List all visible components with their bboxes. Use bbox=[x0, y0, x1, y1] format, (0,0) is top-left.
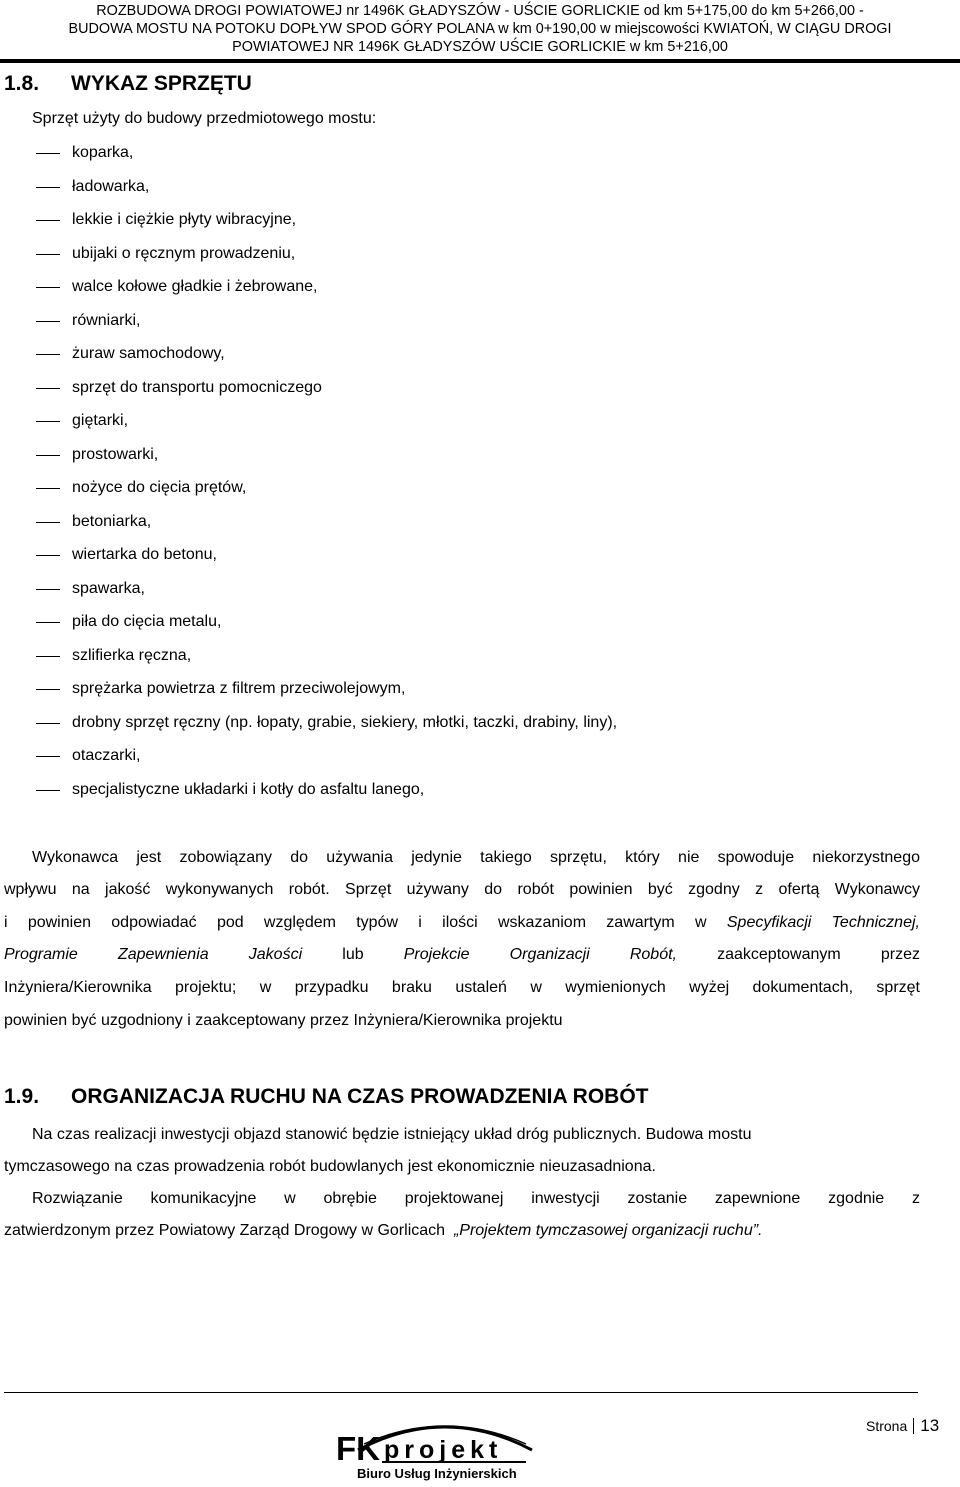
para-line: zatwierdzonym przez Powiatowy Zarząd Drogowy w Gorlicach „Projektem tymczasowej organizacji ruchu”. bbox=[4, 1222, 763, 1239]
section-number: 1.8. bbox=[4, 72, 40, 95]
dash-bullet bbox=[36, 555, 60, 556]
para-line-1: Wykonawca jest zobowiązany do używania jedynie takiego sprzętu, który nie spowoduje niekorzystnego bbox=[32, 849, 920, 866]
footer-rule bbox=[4, 1392, 918, 1393]
dash-bullet bbox=[36, 153, 60, 154]
dash-bullet bbox=[36, 455, 60, 456]
dash-bullet bbox=[36, 790, 60, 791]
section-number: 1.9. bbox=[4, 1085, 40, 1108]
dash-bullet bbox=[36, 522, 60, 523]
header-line-2: BUDOWA MOSTU NA POTOKU DOPŁYW SPOD GÓRY POLANA w km 0+190,00 w miejscowości KWIATOŃ, W CIĄGU DROGI bbox=[68, 21, 892, 37]
para-line-5: Inżyniera/Kierownika projektu; w przypadku braku ustaleń w wymienionych wyżej dokumentach, sprzęt bbox=[4, 979, 920, 996]
dash-bullet bbox=[36, 354, 60, 355]
para-line-3: i powinien odpowiadać pod względem typów i ilości wskazaniom zawartym w Specyfikacji Technicznej, bbox=[4, 914, 920, 931]
dash-bullet bbox=[36, 723, 60, 724]
logo-projekt-text: projekt bbox=[384, 1436, 503, 1464]
dash-bullet bbox=[36, 488, 60, 489]
dash-bullet bbox=[36, 656, 60, 657]
para-line-4: Programie Zapewnienia Jakości lub Projekcie Organizacji Robót, zaakceptowanym przez bbox=[4, 946, 920, 963]
page-number: 13 bbox=[920, 1416, 940, 1435]
para-line-6: powinien być uzgodniony i zaakceptowany przez Inżyniera/Kierownika projektu bbox=[4, 1012, 563, 1029]
dash-bullet bbox=[36, 689, 60, 690]
para-line-2: wpływu na jakość wykonywanych robót. Sprzęt używany do robót powinien być zgodny z ofertą Wykonawcy bbox=[4, 881, 920, 898]
document-page: ROZBUDOWA DROGI POWIATOWEJ nr 1496K GŁADYSZÓW - UŚCIE GORLICKIE od km 5+175,00 do km 5+266,00 - BUDOWA MOSTU NA POTOKU DOPŁYW SPOD GÓRY POLANA w km 0+190,00 w miejscowości KWIATOŃ, W CIĄGU DROGI POWIATOWEJ NR 1496K GŁADYSZÓW UŚCIE GORLICKIE w km 5+216,00 1.8. WYKAZ SPRZĘTU Sprzęt użyty do budowy przedmiotowego mostu: koparka, ładowarka, lekkie i ciężkie płyty wibracyjne, ubijaki o ręcznym prowadzeniu, walce kołowe gładkie i żebrowane, równiarki, żuraw samochodowy, sprzęt do transportu pomocniczego giętarki, prostowarki, nożyce do cięcia prętów, betoniarka, wiertarka do betonu, spawarka, piła do cięcia metalu, szlifierka ręczna, sprężarka powietrza z filtrem przeciwolejowym, drobny sprzęt ręczny (np. łopaty, grabie, siekiery, młotki, taczki, drabiny, liny), otaczarki, specjalistyczne układarki i kotły do asfaltu lanego, Wykonawca jest zobowiązany do używania jedynie takiego sprzętu, który nie spowoduje niekorzystnego wpływu na jakość wykonywanych robót. Sprzęt używany do robót powinien być zgodny z ofertą Wykonawcy i powinien odpowiadać pod względem typów i ilości wskazaniom zawartym w Specyfikacji Technicznej, Programie Zapewnienia Jakości lub Projekcie Organizacji Robót, zaakceptowanym przez Inżyniera/Kierownika projektu; w przypadku braku ustaleń w wymienionych wyżej dokumentach, sprzęt powinien być uzgodniony i zaakceptowany przez Inżyniera/Kierownika projektu 1.9. ORGANIZACJA RUCHU NA CZAS PROWADZENIA ROBÓT Na czas realizacji inwestycji objazd stanowić będzie istniejący układ dróg publicznych. Budowa mostu tymczasowego na czas prowadzenia robót budowlanych jest ekonomicznie nieuzasadniona. Rozwiązanie komunikacyjne w obrębie projektowanej inwestycji zostanie zapewnione zgodnie z zatwierdzonym przez Powiatowy Zarząd Drogowy w Gorlicach „Projektem tymczasowej organizacji ruchu”. FK projekt Biuro Usług Inżynierskich Strona 13 bbox=[0, 0, 960, 1487]
para-line: Na czas realizacji inwestycji objazd stanowić będzie istniejący układ dróg publicznych. Budowa mostu bbox=[32, 1126, 752, 1143]
dash-bullet bbox=[36, 388, 60, 389]
dash-bullet bbox=[36, 254, 60, 255]
dash-bullet bbox=[36, 187, 60, 188]
dash-bullet bbox=[36, 756, 60, 757]
logo-fk-text: FK bbox=[336, 1430, 380, 1467]
header-line-1: ROZBUDOWA DROGI POWIATOWEJ nr 1496K GŁADYSZÓW - UŚCIE GORLICKIE od km 5+175,00 do km 5+266,00 - bbox=[96, 3, 864, 19]
dash-bullet bbox=[36, 421, 60, 422]
para-line: tymczasowego na czas prowadzenia robót budowlanych jest ekonomicznie nieuzasadniona. bbox=[4, 1158, 656, 1175]
page-number-separator bbox=[913, 1418, 914, 1434]
header-rule bbox=[0, 59, 960, 63]
section-heading-1-9 bbox=[4, 1085, 649, 1109]
section-title: WYKAZ SPRZĘTU bbox=[71, 72, 252, 95]
page-number-block bbox=[866, 1416, 939, 1436]
section-heading-1-8 bbox=[4, 72, 252, 96]
para-line: Rozwiązanie komunikacyjne w obrębie projektowanej inwestycji zostanie zapewnione zgodnie z bbox=[32, 1190, 920, 1207]
page-label: Strona bbox=[866, 1418, 908, 1434]
section-title: ORGANIZACJA RUCHU NA CZAS PROWADZENIA ROBÓT bbox=[71, 1085, 649, 1108]
dash-bullet bbox=[36, 321, 60, 322]
list-intro: Sprzęt użyty do budowy przedmiotowego mostu: bbox=[32, 110, 377, 127]
logo-subtitle: Biuro Usług Inżynierskich bbox=[357, 1466, 517, 1481]
dash-bullet bbox=[36, 220, 60, 221]
header-line-3: POWIATOWEJ NR 1496K GŁADYSZÓW UŚCIE GORLICKIE w km 5+216,00 bbox=[232, 39, 728, 55]
dash-bullet bbox=[36, 622, 60, 623]
dash-bullet bbox=[36, 589, 60, 590]
dash-bullet bbox=[36, 287, 60, 288]
